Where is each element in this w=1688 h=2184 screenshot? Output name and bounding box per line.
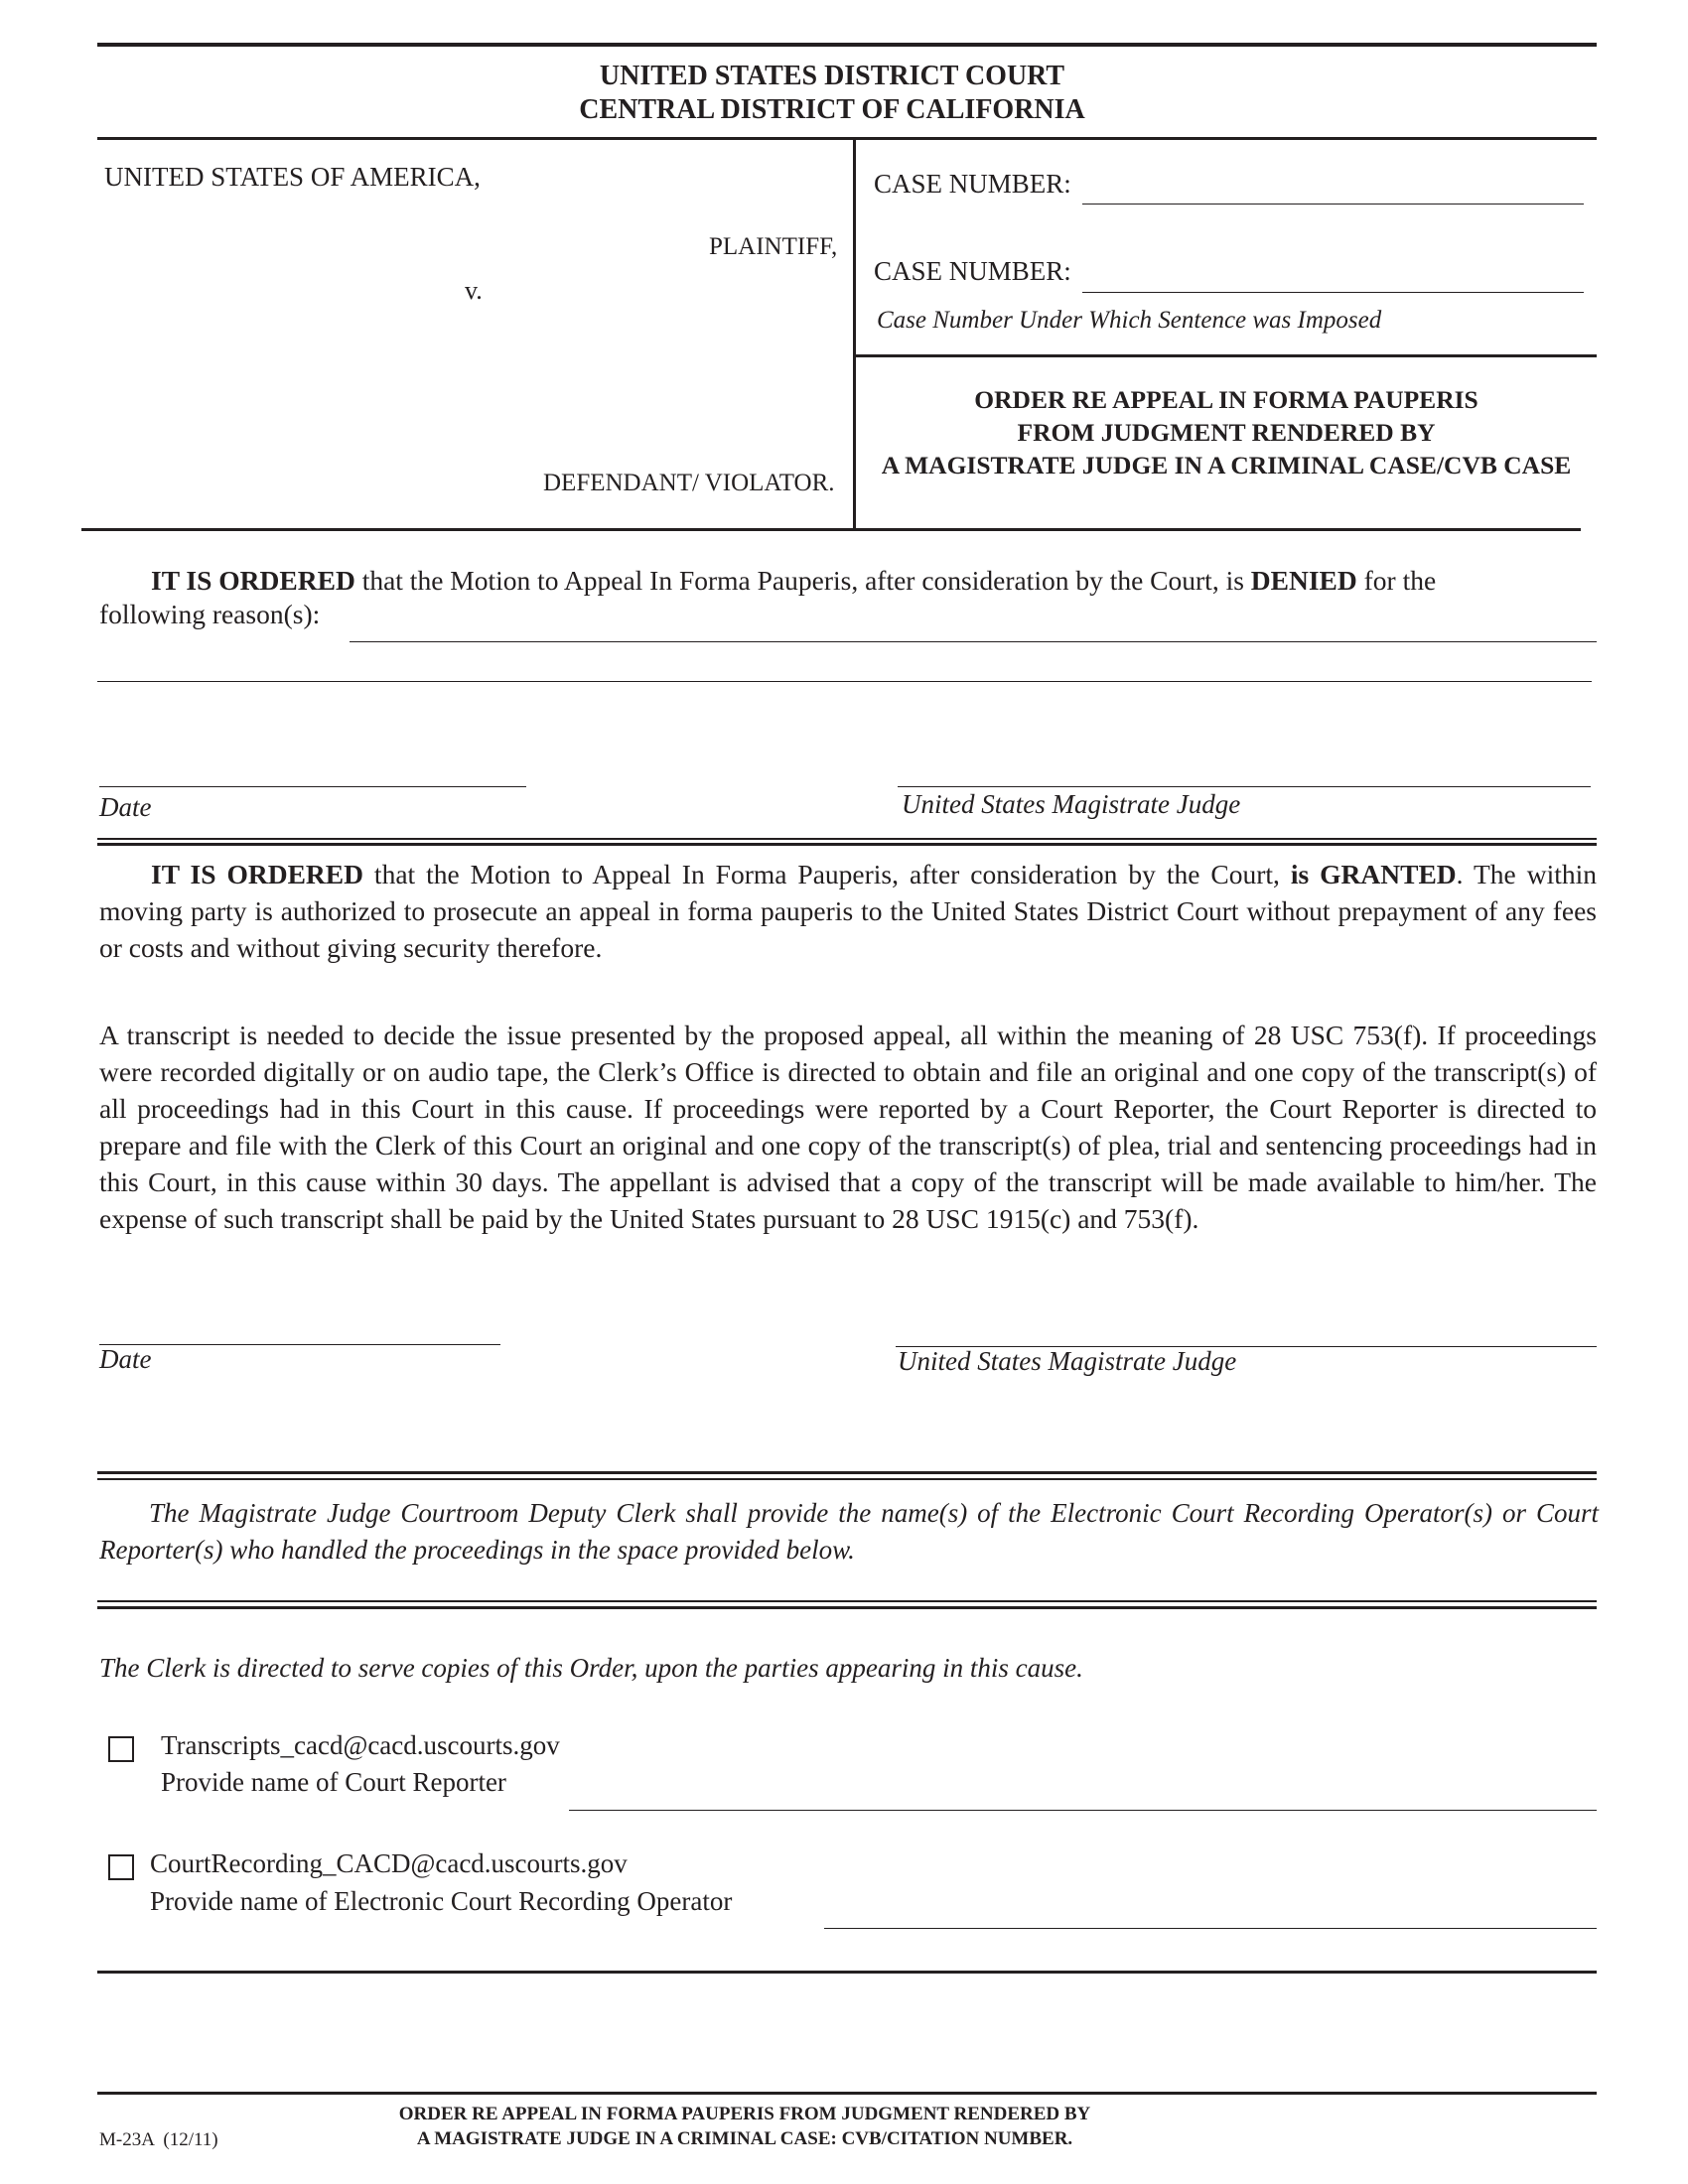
granted-text-1: that the Motion to Appeal In Forma Pauperis, after consideration by the Court, — [362, 859, 1291, 889]
section-rule-1b — [97, 843, 1597, 846]
top-rule — [97, 43, 1597, 47]
service-bottom-rule — [97, 1971, 1597, 1974]
court-name — [97, 60, 1567, 127]
court-reporter-prompt: Provide name of Court Reporter — [161, 1767, 506, 1797]
denied-date-label: Date — [99, 792, 152, 822]
case-number-field-2[interactable] — [1082, 292, 1584, 293]
header-bottom-rule — [97, 137, 1597, 140]
case-number-field-1[interactable] — [1082, 204, 1584, 205]
footer-rule — [97, 2092, 1597, 2095]
service-instruction: The Clerk is directed to serve copies of this Order, upon the parties appearing in this cause. — [99, 1653, 1083, 1683]
caption-bottom-rule — [81, 528, 1581, 531]
order-title-line-1: ORDER RE APPEAL IN FORMA PAUPERIS — [974, 385, 1478, 414]
transcripts-email: Transcripts_cacd@cacd.uscourts.gov — [161, 1730, 560, 1760]
granted-text-2: . The within moving party is authorized to prosecute an appeal in forma pauperis to the United States District Court without prepayment of any fees or costs and without giving security therefore. — [99, 859, 1597, 963]
court-line-2: CENTRAL DISTRICT OF CALIFORNIA — [579, 94, 1085, 125]
granted-keyword: is GRANTED — [1290, 859, 1457, 889]
section-rule-2b — [97, 1478, 1597, 1480]
court-reporter-name-field[interactable] — [569, 1810, 1597, 1811]
title-top-rule — [856, 354, 1597, 357]
denied-judge-label: United States Magistrate Judge — [902, 789, 1241, 819]
clerk-note-text: The Magistrate Judge Courtroom Deputy Clerk shall provide the name(s) of the Electronic Court Recording Operator(s) or Court Reporter(s) who handled the proceedings in the space provided below. — [99, 1498, 1599, 1565]
reasons-field-1[interactable] — [350, 641, 1597, 642]
denied-text-1: that the Motion to Appeal In Forma Pauperis, after consideration by the Court, is — [354, 565, 1251, 596]
court-recording-checkbox[interactable] — [108, 1854, 134, 1880]
clerk-note — [99, 1495, 1599, 1569]
denied-text-2: for the — [1356, 565, 1437, 596]
section-rule-1a — [97, 838, 1597, 840]
footer-title — [397, 2102, 1092, 2151]
plaintiff-label: PLAINTIFF, — [709, 233, 838, 260]
recording-operator-name-field[interactable] — [824, 1928, 1597, 1929]
denied-paragraph — [99, 562, 1579, 599]
granted-judge-label: United States Magistrate Judge — [898, 1346, 1237, 1376]
case-number-label-2: CASE NUMBER: — [874, 256, 1071, 286]
order-title — [856, 383, 1597, 481]
granted-paragraph — [99, 856, 1597, 966]
reasons-label: following reason(s): — [99, 599, 321, 629]
denied-signature-line[interactable] — [898, 786, 1591, 787]
footer-title-line-1: ORDER RE APPEAL IN FORMA PAUPERIS FROM JUDGMENT RENDERED BY — [398, 2104, 1091, 2124]
plaintiff-name: UNITED STATES OF AMERICA, — [104, 162, 481, 192]
form-number: M-23A (12/11) — [99, 2129, 218, 2150]
reasons-field-2[interactable] — [97, 681, 1592, 682]
granted-date-line[interactable] — [99, 1344, 500, 1345]
denied-date-line[interactable] — [99, 786, 526, 787]
defendant-label: DEFENDANT/ VIOLATOR. — [543, 470, 835, 496]
recording-operator-prompt: Provide name of Electronic Court Recording Operator — [150, 1886, 733, 1916]
section-rule-2a — [97, 1471, 1597, 1474]
court-recording-email: CourtRecording_CACD@cacd.uscourts.gov — [150, 1848, 628, 1878]
transcript-paragraph: A transcript is needed to decide the issue presented by the proposed appeal, all within the meaning of 28 USC 753(f). If proceedings were recorded digitally or on audio tape, the Clerk’s Office is directed to obtain and file an original and one copy of the transcript(s) of all proceedings had in this Court in this cause. If proceedings were reported by a Court Reporter, the Court Reporter is directed to prepare and file with the Clerk of this Court an original and one copy of the transcript(s) of plea, trial and sentencing proceedings had in this Court, in this cause within 30 days. The appellant is advised that a copy of the transcript will be made available to him/her. The expense of such transcript shall be paid by the United States pursuant to 28 USC 1915(c) and 753(f). — [99, 1020, 1597, 1234]
transcripts-checkbox[interactable] — [108, 1736, 134, 1762]
order-title-line-3: A MAGISTRATE JUDGE IN A CRIMINAL CASE/CVB CASE — [881, 451, 1572, 479]
denied-lead: IT IS ORDERED — [151, 565, 355, 596]
granted-lead: IT IS ORDERED — [151, 859, 363, 889]
order-title-line-2: FROM JUDGMENT RENDERED BY — [1017, 418, 1436, 447]
section-rule-3a — [97, 1600, 1597, 1602]
case-number-label-1: CASE NUMBER: — [874, 169, 1071, 199]
versus: v. — [465, 276, 483, 305]
case-number-note: Case Number Under Which Sentence was Imposed — [877, 307, 1382, 334]
court-line-1: UNITED STATES DISTRICT COURT — [599, 61, 1065, 91]
granted-date-label: Date — [99, 1344, 152, 1374]
section-rule-3b — [97, 1606, 1597, 1609]
footer-title-line-2: A MAGISTRATE JUDGE IN A CRIMINAL CASE: CVB/CITATION NUMBER. — [416, 2128, 1073, 2149]
denied-keyword: DENIED — [1250, 565, 1357, 596]
